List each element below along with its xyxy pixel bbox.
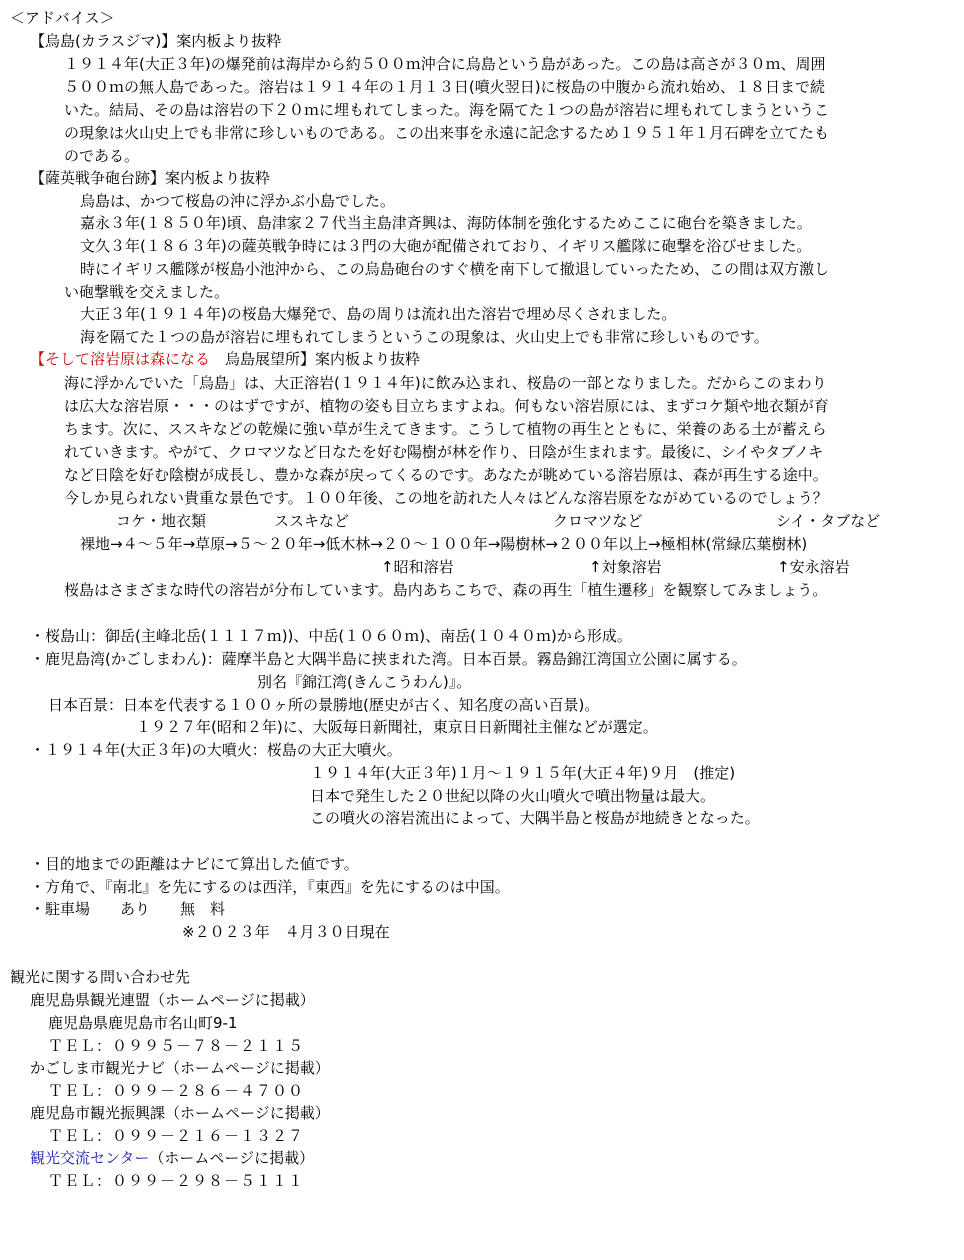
note-kagoshima-bay: ・鹿児島湾(かごしまわん)：薩摩半島と大隅半島に挟まれた湾。日本百景。霧島錦江湾国立公園に属する。 [30, 650, 747, 668]
contact-address: 鹿児島県鹿児島市名山町9-1 [48, 1014, 238, 1032]
mori-line: など日陰を好む陰樹が成長し、豊かな森が戻ってくるのです。あなたが眺めている溶岩原は、森が再生する途中。 [64, 466, 828, 484]
mori-line: れていきます。やがて、クロマツなど日なたを好む陽樹が林を作り、日陰が生まれます。最後に、シイやタブノキ [64, 443, 824, 461]
contact-tel: ＴＥＬ：０９９－２１６－１３２７ [48, 1127, 305, 1145]
advice-heading: ＜アドバイス＞ [10, 9, 115, 27]
mori-title [30, 348, 420, 370]
note-eruption-volume: 日本で発生した２０世紀以降の火山噴火で噴出物量は最大。 [310, 787, 716, 805]
karasujima-line: １９１４年(大正３年)の爆発前は海岸から約５００ｍ沖合に烏島という島があった。この島は高さが３０ｍ、周囲 [64, 55, 826, 73]
contact-name: かごしま市観光ナビ（ホームページに掲載） [30, 1059, 330, 1077]
satsuei-line: 時にイギリス艦隊が桜島小池沖から、この烏島砲台のすぐ横を南下して撤退していったため、この間は双方激し [80, 260, 830, 278]
satsuei-line: 海を隔てた１つの島が溶岩に埋もれてしまうというこの現象は、火山史上でも非常に珍しいものです。 [80, 328, 769, 346]
contact-name: 鹿児島県観光連盟（ホームページに掲載） [30, 991, 315, 1009]
succession-lava: ↑昭和溶岩 [381, 558, 454, 576]
satsuei-line: 文久３年(１８６３年)の薩英戦争時には３門の大砲が配備されており、イギリス艦隊に砲撃を浴びせました。 [80, 237, 812, 255]
karasujima-line: の現象は火山史上でも非常に珍しいものである。この出来事を永遠に記念するため１９５１年１月石碑を立てたも [64, 124, 830, 142]
karasujima-title: 【烏島(カラスジマ)】案内板より抜粋 [30, 32, 282, 50]
contact-tel: ＴＥＬ：０９９５－７８－２１１５ [48, 1037, 305, 1055]
mori-line: は広大な溶岩原・・・のはずですが、植物の姿も目立ちますよね。何もない溶岩原には、まずコケ類や地衣類が育 [64, 397, 829, 415]
note-direction: ・方角で、『南北』を先にするのは西洋，『東西』を先にするのは中国。 [30, 878, 510, 896]
succession-plant: シイ・タブなど [776, 512, 881, 530]
satsuei-line: 烏島は、かつて桜島の沖に浮かぶ小島でした。 [80, 192, 396, 210]
contact-name [30, 1147, 314, 1169]
note-eruption: ・１９１４年(大正３年)の大噴火：桜島の大正大噴火。 [30, 741, 402, 759]
satsuei-line: い砲撃戦を交えました。 [64, 283, 230, 301]
mori-line: 今しか見られない貴重な景色です。１００年後、この地を訪れた人々はどんな溶岩原をながめているのでしょう？ [64, 489, 828, 507]
contacts-heading: 観光に関する問い合わせ先 [10, 968, 191, 986]
mori-line: 海に浮かんでいた「烏島」は、大正溶岩(１９１４年)に飲み込まれ、桜島の一部となりました。だからこのまわり [64, 374, 827, 392]
mori-closing: 桜島はさまざまな時代の溶岩が分布しています。島内あちこちで、森の再生「植生遷移」を観察してみましょう。 [64, 581, 828, 599]
satsuei-line: 大正３年(１９１４年)の桜島大爆発で、島の周りは流れ出た溶岩で埋め尽くされました。 [80, 305, 677, 323]
mori-title-highlight: 【そして溶岩原は森になる [30, 350, 211, 368]
note-hyakkei-detail: １９２７年(昭和２年)に、大阪毎日新聞社，東京日日新聞社主催などが選定。 [136, 718, 658, 736]
contact-tel: ＴＥＬ：０９９－２８６－４７００ [48, 1082, 305, 1100]
karasujima-line: いた。結局、その島は溶岩の下２０ｍに埋もれてしまった。海を隔てた１つの島が溶岩に埋もれてしまうというこ [64, 101, 830, 119]
contact-name: 鹿児島市観光振興課（ホームページに掲載） [30, 1104, 330, 1122]
succession-lava: ↑対象溶岩 [589, 558, 662, 576]
succession-plant: クロマツなど [553, 512, 643, 530]
note-eruption-result: この噴火の溶岩流出によって、大隅半島と桜島が地続きとなった。 [310, 809, 760, 827]
note-distance: ・目的地までの距離はナビにて算出した値です。 [30, 855, 359, 873]
note-as-of: ※２０２３年 ４月３０日現在 [182, 923, 390, 941]
succession-stages: 裸地→４～５年→草原→５～２０年→低木林→２０～１００年→陽樹林→２００年以上→極相林(常緑広葉樹林) [80, 535, 808, 553]
mori-line: ちます。次に、ススキなどの乾燥に強い草が生えてきます。こうして植物の再生とともに、栄養のある土が蓄えら [64, 420, 827, 438]
note-parking: ・駐車場 あり 無 料 [30, 900, 226, 918]
contact-tel: ＴＥＬ：０９９－２９８－５１１１ [48, 1172, 305, 1190]
satsuei-line: 嘉永３年(１８５０年)頃、島津家２７代当主島津斉興は、海防体制を強化するためここに砲台を築きました。 [80, 214, 812, 232]
note-hyakkei: 日本百景：日本を代表する１００ヶ所の景勝地(歴史が古く、知名度の高い百景)。 [48, 696, 600, 714]
karasujima-line: ５００ｍの無人島であった。溶岩は１９１４年の１月１３日(噴火翌日)に桜島の中腹から流れ始め、１８日まで続 [64, 78, 825, 96]
contact-name-rest: （ホームページに掲載） [149, 1149, 315, 1167]
karasujima-line: のである。 [64, 147, 140, 165]
note-sakurajima: ・桜島山：御岳(主峰北岳(１１１７ｍ))、中岳(１０６０ｍ)、南岳(１０４０ｍ)から形成。 [30, 627, 632, 645]
kanko-koryu-center-link[interactable]: 観光交流センター [30, 1149, 150, 1167]
succession-lava: ↑安永溶岩 [777, 558, 850, 576]
mori-title-rest: 烏島展望所】案内板より抜粋 [210, 350, 421, 368]
succession-plant: コケ・地衣類 [116, 512, 207, 530]
note-kagoshima-bay-alias: 別名『錦江湾(きんこうわん)』。 [257, 673, 472, 691]
succession-plant: ススキなど [274, 512, 350, 530]
note-eruption-period: １９１４年(大正３年)１月～１９１５年(大正４年)９月 (推定) [310, 764, 736, 782]
satsuei-title: 【薩英戦争砲台跡】案内板より抜粋 [30, 169, 271, 187]
